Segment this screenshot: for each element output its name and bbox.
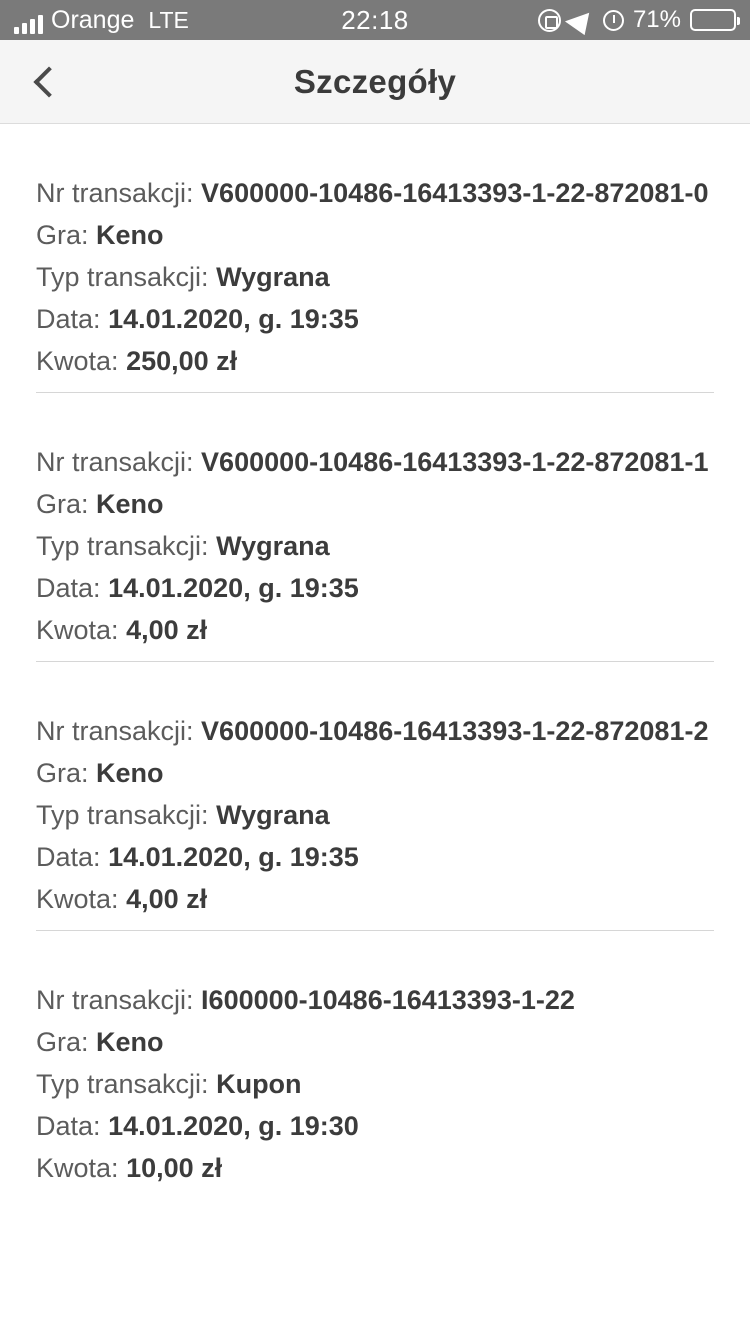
date-row [36,567,714,609]
game-row [36,1021,714,1063]
date-label: Data: [36,1111,101,1141]
transaction-number-label: Nr transakcji: [36,985,194,1015]
amount-value: 4,00 zł [126,884,208,914]
transaction-number-value: V600000-10486-16413393-1-22-872081-2 [201,716,709,746]
transaction-number-label: Nr transakcji: [36,716,194,746]
date-row [36,836,714,878]
date-value: 14.01.2020, g. 19:35 [108,573,359,603]
type-label: Typ transakcji: [36,262,209,292]
carrier-label: Orange [51,6,135,34]
date-label: Data: [36,304,101,334]
amount-value: 250,00 zł [126,346,238,376]
game-row [36,483,714,525]
battery-icon [690,9,736,31]
date-value: 14.01.2020, g. 19:35 [108,304,359,334]
transaction-item[interactable] [36,393,714,662]
date-value: 14.01.2020, g. 19:30 [108,1111,359,1141]
type-row [36,794,714,836]
page-title: Szczegóły [293,62,457,100]
game-value: Keno [96,489,164,519]
type-row [36,256,714,298]
amount-label: Kwota: [36,1153,119,1183]
type-value: Kupon [216,1069,302,1099]
amount-row [36,609,714,651]
transaction-item[interactable] [36,662,714,931]
type-row [36,525,714,567]
game-row [36,214,714,256]
date-value: 14.01.2020, g. 19:35 [108,842,359,872]
transaction-number-label: Nr transakcji: [36,447,194,477]
type-value: Wygrana [216,262,330,292]
transaction-number-label: Nr transakcji: [36,178,194,208]
amount-row [36,1147,714,1189]
transaction-number-row [36,710,714,752]
amount-label: Kwota: [36,615,119,645]
type-value: Wygrana [216,531,330,561]
transaction-list [0,124,750,1199]
status-bar-clock: 22:18 [341,4,409,35]
type-row [36,1063,714,1105]
game-value: Keno [96,1027,164,1057]
transaction-number-value: V600000-10486-16413393-1-22-872081-0 [201,178,709,208]
amount-value: 4,00 zł [126,615,208,645]
amount-label: Kwota: [36,346,119,376]
navigation-bar [0,40,750,124]
type-label: Typ transakcji: [36,1069,209,1099]
game-label: Gra: [36,489,89,519]
transaction-item[interactable] [36,931,714,1199]
game-row [36,752,714,794]
alarm-clock-icon [603,10,624,31]
game-label: Gra: [36,758,89,788]
type-value: Wygrana [216,800,330,830]
transaction-number-row [36,979,714,1021]
transaction-number-value: V600000-10486-16413393-1-22-872081-1 [201,447,709,477]
amount-row [36,340,714,382]
game-label: Gra: [36,1027,89,1057]
game-value: Keno [96,758,164,788]
transaction-number-value: I600000-10486-16413393-1-22 [201,985,575,1015]
network-type-label: LTE [148,7,189,33]
amount-value: 10,00 zł [126,1153,223,1183]
transaction-item[interactable] [36,124,714,393]
game-label: Gra: [36,220,89,250]
amount-label: Kwota: [36,884,119,914]
date-label: Data: [36,573,101,603]
date-row [36,298,714,340]
amount-row [36,878,714,920]
date-row [36,1105,714,1147]
game-value: Keno [96,220,164,250]
type-label: Typ transakcji: [36,800,209,830]
type-label: Typ transakcji: [36,531,209,561]
battery-percent-label: 71% [632,6,681,33]
status-bar [0,0,750,40]
transaction-number-row [36,172,714,214]
date-label: Data: [36,842,101,872]
transaction-number-row [36,441,714,483]
rotation-lock-icon [538,9,561,32]
